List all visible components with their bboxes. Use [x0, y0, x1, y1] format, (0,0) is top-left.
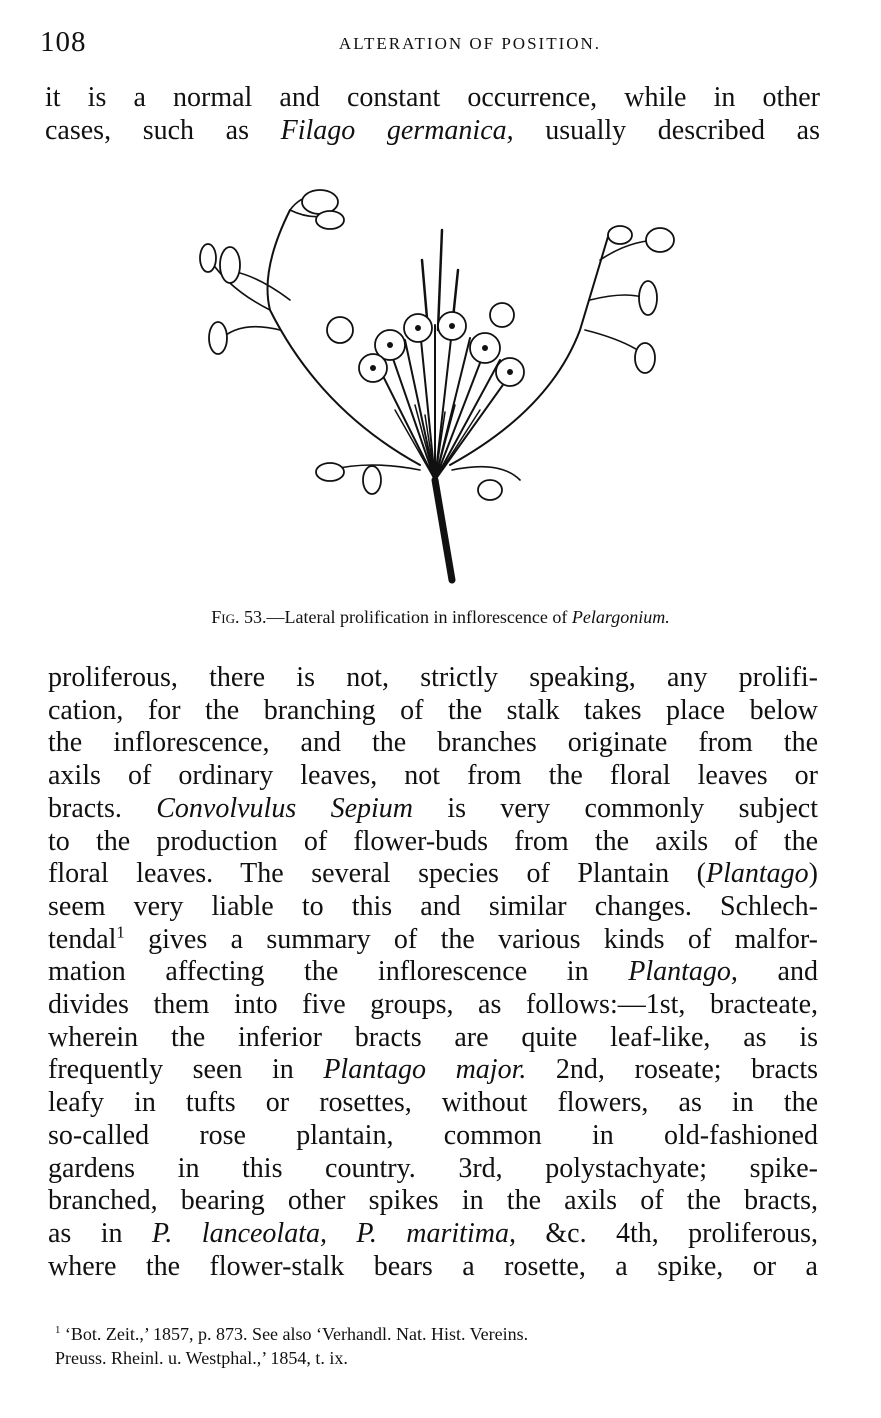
- text-line: wherein the inferior bracts are quite leaf-like, as is: [48, 1021, 818, 1053]
- running-title: ALTERATION OF POSITION.: [338, 34, 602, 53]
- footnote-marker: 1: [55, 1324, 61, 1336]
- text-line: mation affecting the inflorescence in Plantago, and: [48, 956, 818, 988]
- figure-label: Fig. 53.: [211, 607, 267, 627]
- footnote-line: Preuss. Rheinl. u. Westphal.,’ 1854, t. ix.: [55, 1348, 348, 1368]
- text-line: cation, for the branching of the stalk takes place below: [48, 694, 818, 726]
- text-line: the inflorescence, and the branches originate from the: [48, 727, 818, 759]
- footnote-line: $^1$ ‘Bot. Zeit.,’ 1857, p. 873. See also ‘Verhandl. Nat. Hist. Vereins.: [55, 1324, 529, 1344]
- text-line: gardens in this country. 3rd, polystachyate; spike-: [48, 1152, 818, 1184]
- page-header: [40, 26, 840, 60]
- text-line: to the production of flower-buds from the axils of the: [48, 825, 818, 857]
- text-line: cases, such as Filago germanica, usually described as: [45, 114, 820, 146]
- text-line: where the flower-stalk bears a rosette, a spike, or a: [48, 1250, 818, 1282]
- text-line: as in P. lanceolata, P. maritima, &c. 4th, proliferous,: [48, 1217, 819, 1249]
- pelargonium-illustration: [190, 180, 680, 590]
- text-line: proliferous, there is not, strictly speaking, any prolifi-: [48, 662, 818, 693]
- footnote: [55, 1322, 825, 1370]
- footnote-reference: 1: [116, 922, 125, 942]
- text-line: floral leaves. The several species of Plantain (Plantago): [48, 858, 818, 890]
- text-line: frequently seen in Plantago major. 2nd, roseate; bracts: [48, 1054, 818, 1086]
- text-line: branched, bearing other spikes in the axils of the bracts,: [48, 1185, 818, 1217]
- intro-paragraph: [45, 82, 820, 147]
- text-line: so-called rose plantain, common in old-fashioned: [48, 1119, 818, 1151]
- text-line: axils of ordinary leaves, not from the floral leaves or: [48, 760, 818, 792]
- body-paragraph: [48, 662, 818, 1283]
- text-line: leafy in tufts or rosettes, without flowers, as in the: [48, 1087, 818, 1119]
- text-line: tendal$^1$ gives a summary of the various kinds of malfor-: [48, 922, 818, 955]
- page-number: 108: [40, 26, 87, 58]
- figure-caption: Fig. 53.—Lateral prolification in inflorescence of Pelargonium.: [211, 607, 670, 627]
- text-line: bracts. Convolvulus Sepium is very commonly subject: [48, 792, 818, 824]
- text-line: seem very liable to this and similar changes. Schlech-: [48, 890, 818, 922]
- text-line: divides them into five groups, as follows:—1st, bracteate,: [48, 989, 818, 1021]
- text-line: it is a normal and constant occurrence, while in other: [45, 82, 820, 113]
